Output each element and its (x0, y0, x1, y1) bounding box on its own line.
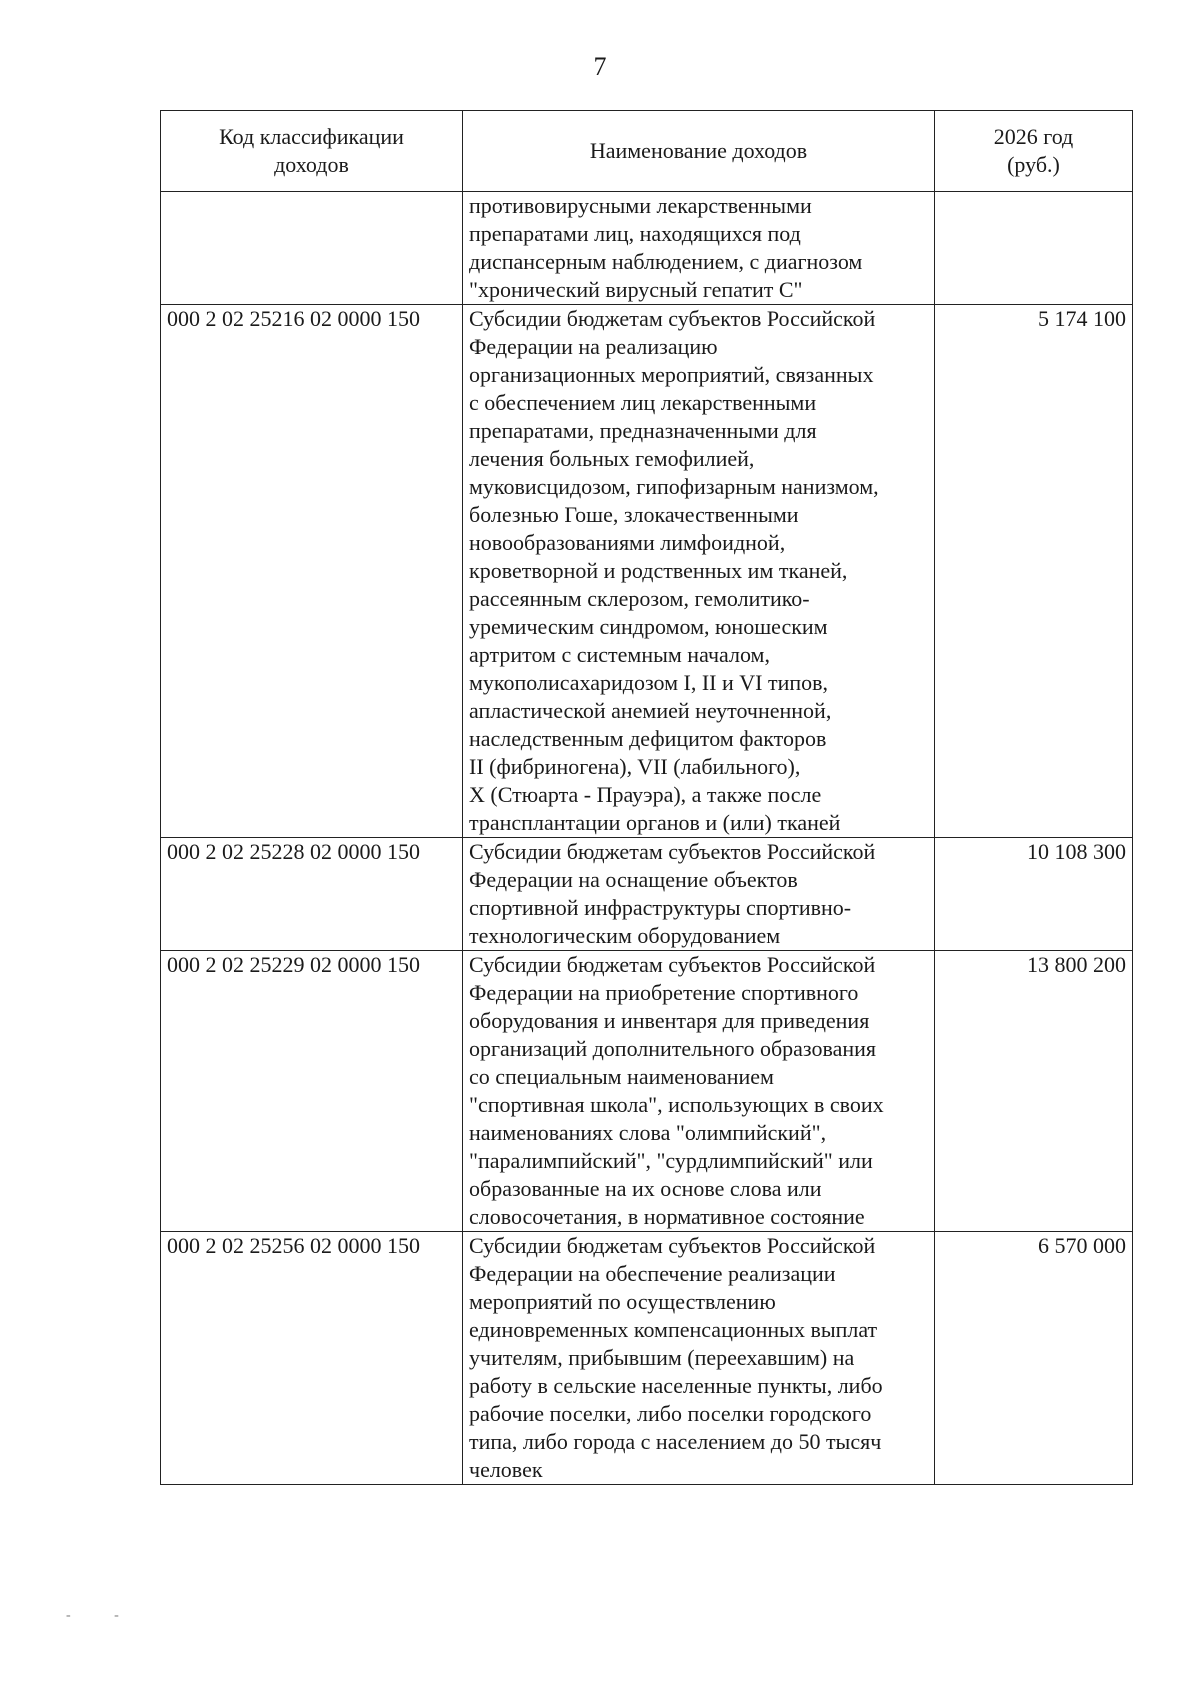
row-name: Субсидии бюджетам субъектов Российской Федерации на обеспечение реализации мероприятий по осуществлению единовременных компенсационных выплат учителям, прибывшим (переехавшим) на работу в сельские населенные пункты, либо рабочие поселки, либо поселки городского типа, либо города с населением до 50 тысяч человек (463, 1232, 935, 1485)
row-amount: 10 108 300 (935, 838, 1133, 951)
row-name: Субсидии бюджетам субъектов Российской Федерации на приобретение спортивного оборудования и инвентаря для приведения организаций дополнительного образования со специальным наименованием "спортивная школа", использующих в своих наименованиях слова "олимпийский", "паралимпийский", "сурдлимпийский" или образованные на их основе слова или словосочетания, в нормативное состояние (463, 951, 935, 1232)
row-code: 000 2 02 25216 02 0000 150 (161, 305, 463, 838)
table-row (161, 1232, 1133, 1485)
table-header (161, 111, 1133, 192)
row-amount (935, 192, 1133, 305)
scan-mark: - - (66, 1608, 139, 1623)
row-amount: 5 174 100 (935, 305, 1133, 838)
table-row (161, 305, 1133, 838)
row-code (161, 192, 463, 305)
table-row (161, 838, 1133, 951)
table-row (161, 951, 1133, 1232)
header-name: Наименование доходов (463, 111, 935, 192)
row-code: 000 2 02 25229 02 0000 150 (161, 951, 463, 1232)
table-header-row (161, 111, 1133, 192)
row-amount: 13 800 200 (935, 951, 1133, 1232)
row-code: 000 2 02 25256 02 0000 150 (161, 1232, 463, 1485)
row-amount: 6 570 000 (935, 1232, 1133, 1485)
header-year: 2026 год (руб.) (935, 111, 1133, 192)
page-number: 7 (593, 52, 607, 81)
header-code: Код классификации доходов (161, 111, 463, 192)
row-name: Субсидии бюджетам субъектов Российской Федерации на оснащение объектов спортивной инфраструктуры спортивно- технологическим оборудованием (463, 838, 935, 951)
row-name: Субсидии бюджетам субъектов Российской Федерации на реализацию организационных мероприятий, связанных с обеспечением лиц лекарственными препаратами, предназначенными для лечения больных гемофилией, муковисцидозом, гипофизарным нанизмом, болезнью Гоше, злокачественными новообразованиями лимфоидной, кроветворной и родственных им тканей, рассеянным склерозом, гемолитико- уремическим синдромом, юношеским артритом с системным началом, мукополисахаридозом I, II и VI типов, апластической анемией неуточненной, наследственным дефицитом факторов II (фибриногена), VII (лабильного), X (Стюарта - Прауэра), а также после трансплантации органов и (или) тканей (463, 305, 935, 838)
revenue-table (160, 110, 1133, 1485)
row-code: 000 2 02 25228 02 0000 150 (161, 838, 463, 951)
row-name: противовирусными лекарственными препаратами лиц, находящихся под диспансерным наблюдением, с диагнозом "хронический вирусный гепатит С" (463, 192, 935, 305)
table-row (161, 192, 1133, 305)
